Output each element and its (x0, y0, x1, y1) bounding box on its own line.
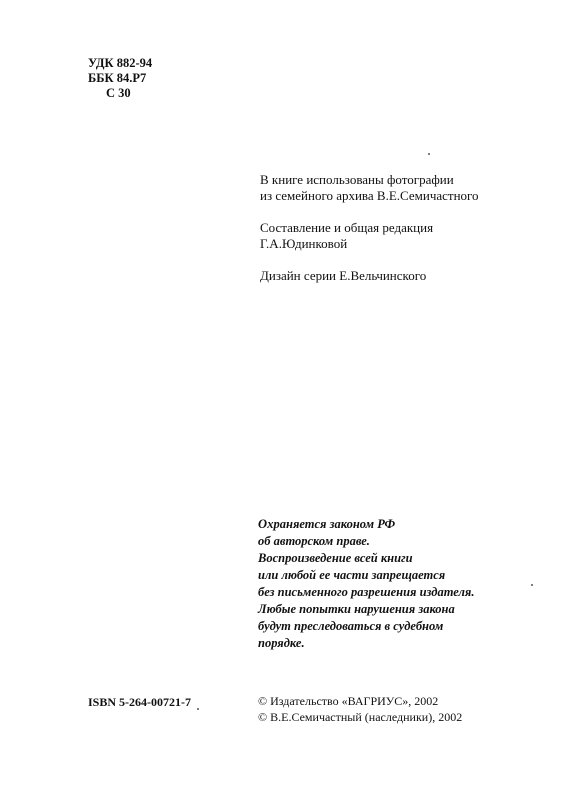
design-credit-line: Дизайн серии Е.Вельчинского (260, 268, 427, 283)
design-credit (260, 268, 540, 284)
notice-line: будут преследоваться в судебном (258, 619, 444, 633)
scan-speck (531, 584, 533, 586)
notice-line: Любые попытки нарушения закона (258, 602, 455, 616)
notice-line: об авторском праве. (258, 534, 370, 548)
isbn-number: ISBN 5-264-00721-7 (88, 695, 192, 709)
editor-credit-line-1: Составление и общая редакция (260, 220, 434, 235)
notice-line: порядке. (258, 636, 305, 650)
editor-credit (260, 220, 540, 252)
scan-speck (197, 708, 199, 710)
author-mark: С 30 (106, 86, 131, 100)
copyright-lines (258, 693, 462, 725)
notice-line: Воспроизведение всей книги (258, 551, 413, 565)
editor-credit-line-2: Г.А.Юдинковой (260, 236, 348, 251)
copyright-notice (258, 516, 558, 652)
scan-speck (428, 153, 430, 155)
publisher-copyright: © Издательство «ВАГРИУС», 2002 (258, 694, 439, 708)
photo-credit-line-2: из семейного архива В.Е.Семичастного (260, 188, 479, 203)
credits-block (260, 172, 540, 300)
udk-code: УДК 882-94 (88, 56, 153, 70)
bbk-code: ББК 84.Р7 (88, 71, 147, 85)
photo-credit (260, 172, 540, 204)
catalog-codes (88, 56, 152, 101)
notice-line: без письменного разрешения издателя. (258, 585, 475, 599)
notice-line: или любой ее части запрещается (258, 568, 446, 582)
author-copyright: © В.Е.Семичастный (наследники), 2002 (258, 710, 463, 724)
photo-credit-line-1: В книге использованы фотографии (260, 172, 454, 187)
notice-line: Охраняется законом РФ (258, 517, 396, 531)
